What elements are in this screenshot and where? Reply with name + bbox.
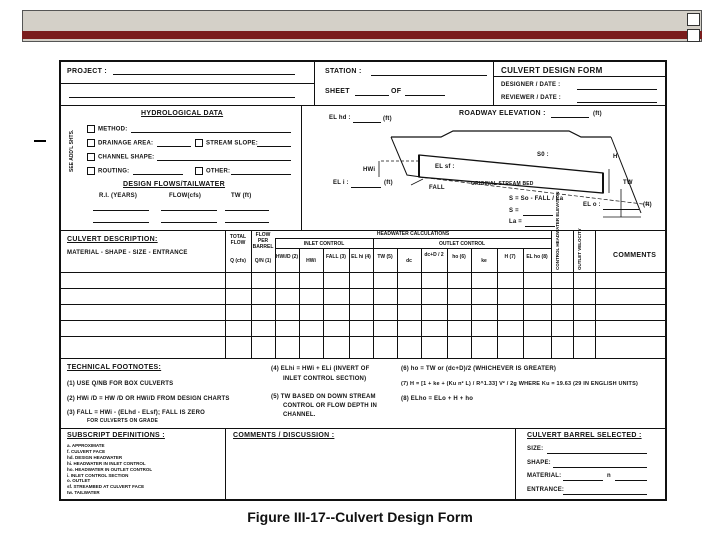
- see-addl-sheets-note: SEE ADD'L SHTS.: [69, 129, 75, 172]
- comments-header: COMMENTS: [613, 252, 657, 259]
- ft-unit: (ft): [384, 180, 393, 186]
- subscript-definitions-title: SUBSCRIPT DEFINITIONS :: [67, 432, 165, 439]
- inlet-control-header: INLET CONTROL: [303, 241, 345, 247]
- h-header: H (7): [504, 254, 516, 260]
- subscript-item: f. CULVERT FACE: [67, 448, 106, 454]
- flow-per-barrel-header: FLOW PER BARREL: [252, 232, 274, 250]
- eq-s: S = So - FALL / La: [509, 196, 564, 202]
- footnote-8: (8) ELho = ELo + H + ho: [401, 396, 474, 402]
- h-label: H: [613, 154, 618, 160]
- method-label: METHOD:: [98, 126, 128, 133]
- downstream-embankment: [611, 137, 641, 213]
- subscript-item: o. OUTLET: [67, 478, 91, 484]
- hwi-header: HWi: [306, 258, 316, 264]
- footnote-7: (7) H = [1 + ke + (Ku n² L) / R^1.33] V² / 2g WHERE Ku = 19.63 (29 IN ENGLISH UNITS): [401, 381, 639, 387]
- s0-label: S0 :: [537, 152, 549, 158]
- elhi-header: EL hi (4): [351, 254, 371, 260]
- ho-header: ho (6): [452, 254, 466, 260]
- routing-checkbox[interactable]: [87, 167, 95, 175]
- footnote-4a: (4) ELhi = HWi + ELi (INVERT OF: [271, 366, 370, 372]
- designer-label: DESIGNER / DATE :: [501, 82, 561, 88]
- slide-square-icon: [687, 29, 700, 42]
- footnote-4b: INLET CONTROL SECTION): [283, 376, 367, 382]
- subscript-item: hi. HEADWATER IN INLET CONTROL: [67, 460, 146, 466]
- routing-label: ROUTING:: [98, 168, 130, 175]
- ft-unit: (ft): [593, 111, 602, 117]
- drainage-area-checkbox[interactable]: [87, 139, 95, 147]
- footnote-3a: (3) FALL = HWi - (ELhd - ELsf); FALL IS ZERO: [67, 410, 206, 416]
- comments-discussion-title: COMMENTS / DISCUSSION :: [233, 432, 335, 439]
- method-checkbox[interactable]: [87, 125, 95, 133]
- project-label: PROJECT :: [67, 68, 108, 75]
- station-label: STATION :: [325, 68, 362, 75]
- col-flow: FLOW(cfs): [169, 193, 202, 199]
- hwid-header: HWi/D (2): [275, 254, 299, 260]
- elho-header: EL ho (8): [526, 254, 548, 260]
- culvert-barrel: [419, 155, 603, 193]
- subscript-item: tw. TAILWATER: [67, 490, 100, 496]
- ft-unit: (ft): [383, 116, 392, 122]
- hwi-label: HWi: [363, 167, 376, 173]
- qn-header: Q/N (1): [254, 258, 272, 264]
- col-tw: TW (ft): [231, 193, 252, 199]
- subscript-item: hd. DESIGN HEADWATER: [67, 454, 123, 460]
- roadway-line: [391, 131, 611, 137]
- slide-square-icon: [687, 13, 700, 26]
- col-ri: R.I. (YEARS): [99, 193, 138, 199]
- fall-header: FALL (3): [326, 254, 346, 260]
- culvert-design-form: [59, 60, 667, 501]
- dcd-header: dc+D / 2: [424, 252, 444, 258]
- barrel-n-label: n: [607, 473, 611, 479]
- ft-unit: (ft): [643, 202, 652, 208]
- fall-label: FALL: [429, 185, 445, 191]
- barrel-shape-label: SHAPE:: [527, 460, 551, 466]
- el-o-label: EL o :: [583, 202, 601, 208]
- footnote-5c: CHANNEL.: [283, 412, 316, 418]
- subscript-item: sf. STREAMBED AT CULVERT FACE: [67, 484, 145, 490]
- stream-slope-label: STREAM SLOPE:: [206, 140, 258, 147]
- upstream-embankment: [391, 137, 421, 177]
- subscript-item: i. INLET CONTROL SECTION: [67, 472, 129, 478]
- footnote-3b: FOR CULVERTS ON GRADE: [87, 418, 159, 424]
- control-headwater-header: CONTROL HEADWATER ELEVATION: [555, 191, 560, 270]
- slide-accent-line: [22, 31, 702, 39]
- el-i-label: EL i :: [333, 180, 349, 186]
- bullet-dash: [34, 140, 46, 142]
- barrel-size-label: SIZE:: [527, 446, 544, 452]
- other-checkbox[interactable]: [195, 167, 203, 175]
- figure-caption: Figure III-17--Culvert Design Form: [247, 509, 473, 525]
- subscript-item: ho. HEADWATER IN OUTLET CONTROL: [67, 466, 153, 472]
- other-label: OTHER:: [206, 168, 231, 175]
- drainage-area-label: DRAINAGE AREA:: [98, 140, 154, 147]
- q-header: Q (cfs): [230, 258, 246, 264]
- reviewer-label: REVIEWER / DATE :: [501, 95, 561, 101]
- stream-slope-checkbox[interactable]: [195, 139, 203, 147]
- design-flows-title: DESIGN FLOWS/TAILWATER: [123, 181, 226, 188]
- original-streambed-label: ORIGINAL STREAM BED: [471, 181, 534, 187]
- culvert-description-label: CULVERT DESCRIPTION:: [67, 236, 158, 243]
- channel-shape-label: CHANNEL SHAPE:: [98, 154, 155, 161]
- tw-label: TW: [623, 180, 633, 186]
- tw-header: TW (5): [377, 254, 393, 260]
- el-sf-label: EL sf :: [435, 164, 455, 170]
- subscript-item: a. APPROXIMATE: [67, 443, 105, 448]
- culvert-barrel-title: CULVERT BARREL SELECTED :: [527, 432, 642, 439]
- dc-header: dc: [406, 258, 412, 264]
- sheet-label: SHEET: [325, 88, 350, 95]
- roadway-elevation-label: ROADWAY ELEVATION :: [459, 110, 546, 117]
- barrel-entrance-label: ENTRANCE:: [527, 487, 565, 493]
- eq-la: La =: [509, 219, 522, 225]
- hydro-title: HYDROLOGICAL DATA: [141, 110, 224, 117]
- form-title: CULVERT DESIGN FORM: [501, 66, 603, 75]
- footnote-2: (2) HWi /D = HW /D OR HWi/D FROM DESIGN CHARTS: [67, 396, 230, 402]
- total-flow-header: TOTAL FLOW: [229, 234, 247, 246]
- footnote-5a: (5) TW BASED ON DOWN STREAM: [271, 394, 376, 400]
- outlet-velocity-header: OUTLET VELOCITY: [577, 228, 582, 270]
- channel-shape-checkbox[interactable]: [87, 153, 95, 161]
- of-label: OF: [391, 88, 402, 95]
- material-line: MATERIAL - SHAPE - SIZE - ENTRANCE: [67, 250, 188, 256]
- headwater-calculations-header: HEADWATER CALCULATIONS: [376, 231, 450, 237]
- barrel-material-label: MATERIAL:: [527, 473, 562, 479]
- outlet-control-header: OUTLET CONTROL: [438, 241, 486, 247]
- subscript-list: [67, 443, 152, 496]
- footnote-6: (6) ho = TW or (dc+D)/2 (WHICHEVER IS GREATER): [401, 366, 557, 372]
- ke-header: ke: [481, 258, 487, 264]
- footnote-5b: CONTROL OR FLOW DEPTH IN: [283, 403, 378, 409]
- footnote-1: (1) USE Q/NB FOR BOX CULVERTS: [67, 381, 174, 387]
- el-hd-label: EL hd :: [329, 115, 351, 121]
- eq-s2: S =: [509, 208, 519, 214]
- technical-footnotes-title: TECHNICAL FOOTNOTES:: [67, 364, 162, 371]
